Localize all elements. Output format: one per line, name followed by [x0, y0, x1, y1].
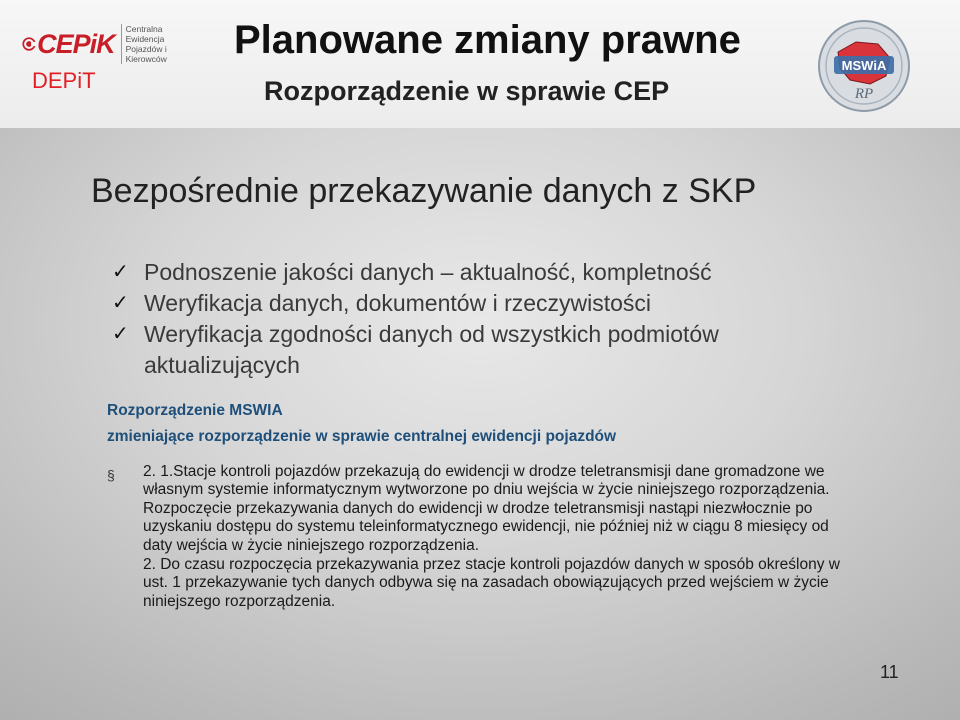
page-number: 11 — [880, 662, 899, 682]
regulation-title: Rozporządzenie MSWIA — [107, 402, 283, 419]
checklist-item-text: Weryfikacja danych, dokumentów i rzeczywistości — [144, 290, 652, 316]
checkmark-icon: ✓ — [112, 261, 129, 283]
cepik-logo-word: CEPiK — [37, 28, 115, 59]
seal-rp-text: RP — [854, 86, 874, 102]
checklist-item-text: Podnoszenie jakości danych – aktualność, kompletność — [144, 259, 712, 285]
regulation-description: zmieniające rozporządzenie w sprawie centralnej ewidencji pojazdów — [107, 428, 617, 445]
regulation-paragraph-2: 2. Do czasu rozpoczęcia przekazywania przez stacje kontroli pojazdów danych w sposób określony w ust. 1 przekazywanie tych danych odbywa się na zasadach obowiązujących przed wejściem w życie niniejszego rozporządzenia. — [143, 556, 840, 610]
regulation-block — [107, 398, 616, 450]
slide-subtitle: Rozporządzenie w sprawie CEP — [264, 76, 670, 106]
regulation-paragraph-1: 2. 1.Stacje kontroli pojazdów przekazują do ewidencji w drodze teletransmisji dane gromadzone we własnym systemie informatycznym wytworzone po dniu wejścia w życie niniejszego rozporządzenia. Rozpoczęcie przekazywania danych do ewidencji w drodze teletransmisji nastąpi niezwłocznie po uzyskaniu dostępu do systemu teleinformatycznego ewidencji, nie później niż w ciągu 8 miesięcy od daty wejścia w życie niniejszego rozporządzenia. — [143, 463, 830, 554]
checklist — [112, 257, 872, 381]
seal-text: MSWiA — [841, 58, 887, 73]
section-bullet-icon: § — [107, 467, 115, 483]
checklist-item — [112, 288, 872, 319]
checkmark-icon: ✓ — [112, 323, 129, 345]
slide-header — [0, 0, 960, 128]
checklist-item — [112, 257, 872, 288]
regulation-text — [143, 463, 843, 611]
mswia-seal-icon — [816, 18, 912, 114]
slide-title: Planowane zmiany prawne — [234, 18, 741, 62]
depit-label: DEPiT — [32, 68, 96, 93]
cepik-swirl-icon — [22, 28, 36, 60]
cepik-logo-subtitle: Centralna Ewidencja Pojazdów i Kierowców — [121, 24, 194, 64]
checklist-item — [112, 319, 872, 381]
section-heading: Bezpośrednie przekazywanie danych z SKP — [91, 172, 757, 210]
checkmark-icon: ✓ — [112, 292, 129, 314]
cepik-logo — [22, 24, 194, 64]
checklist-item-text: Weryfikacja zgodności danych od wszystkich podmiotów aktualizujących — [144, 321, 719, 378]
